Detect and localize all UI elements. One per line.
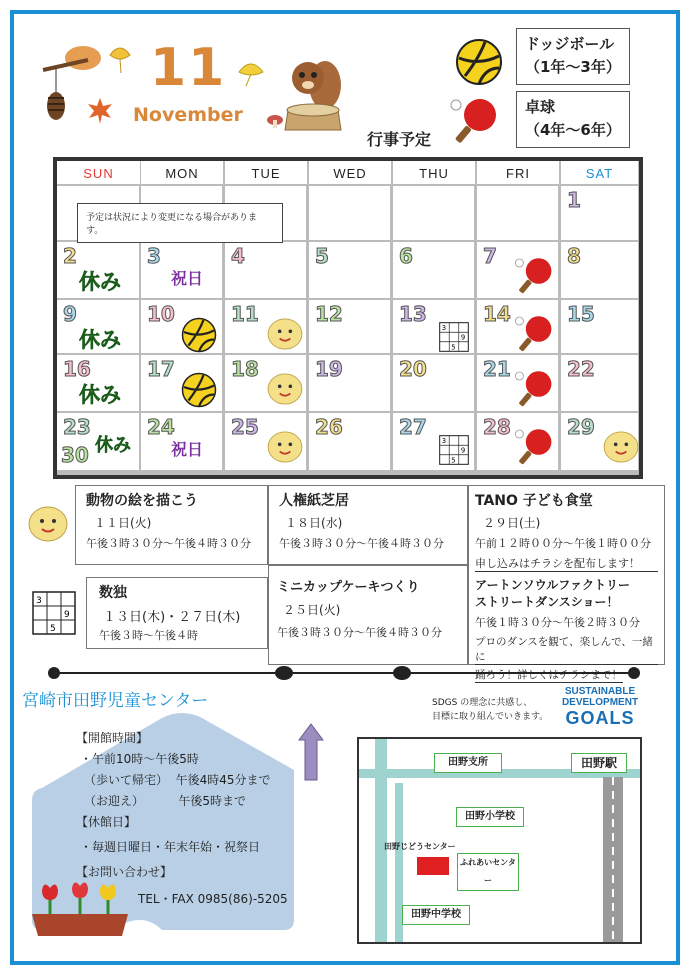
month-number: 11 (150, 38, 227, 98)
day-number: 15 (567, 302, 595, 326)
map-label-tano-junior-high: 田野中学校 (402, 905, 470, 925)
day-number: 6 (399, 244, 413, 268)
month-name: November (133, 104, 243, 126)
volleyball-icon (455, 38, 503, 86)
sdgs-logo-line-3: GOALS (565, 708, 635, 728)
calendar-day-cell (309, 186, 390, 240)
event-note: プロのダンスを観て、楽しんで、一緒に (475, 634, 658, 665)
calendar-day-cell (561, 300, 638, 353)
calendar-header-cell (477, 161, 559, 184)
ping-pong-paddle-icon (513, 425, 557, 467)
calendar-day-cell (477, 242, 558, 298)
closed-title: 【休館日】 (76, 815, 137, 829)
svg-text:9: 9 (64, 610, 70, 620)
hours-title: 【開館時間】 (76, 731, 149, 745)
event-title: 数独 (99, 585, 127, 601)
event-time: 午後３時～午後４時 (99, 629, 198, 642)
holiday-label: 祝日 (171, 269, 204, 288)
svg-text:3: 3 (441, 437, 447, 446)
calendar-day-cell (393, 413, 474, 470)
calendar-day-cell (561, 242, 638, 298)
calendar-day-cell (57, 355, 139, 411)
hours-line-2: （歩いて帰宅） 午後4時45分まで (84, 773, 271, 787)
calendar-day-cell (561, 355, 638, 411)
calendar-day-cell (57, 413, 139, 470)
day-number: 28 (483, 415, 511, 439)
calendar-day-cell (309, 242, 390, 298)
calendar-day-cell (309, 355, 390, 411)
table-tennis-label: 卓球 (525, 98, 556, 116)
calendar-day-cell (309, 413, 390, 470)
day-number: 7 (483, 244, 497, 268)
sudoku-grid-icon (32, 591, 76, 635)
map-label-tano-branch: 田野支所 (434, 753, 502, 773)
ping-pong-paddle-icon (513, 312, 557, 354)
divider-line (44, 663, 644, 683)
event-title: 動物の絵を描こう (86, 493, 198, 509)
day-number: 4 (231, 244, 245, 268)
event-title: アートンソウルファクトリー (475, 578, 631, 592)
day-number: 23 (63, 415, 91, 439)
day-number: 8 (567, 244, 581, 268)
map-label-tano-station: 田野駅 (571, 753, 627, 773)
calendar-day-cell (477, 355, 558, 411)
event-animal-drawing (75, 485, 268, 565)
map-label-tano-elementary: 田野小学校 (456, 807, 524, 827)
event-shokudo (468, 485, 665, 681)
calendar-day-cell (141, 355, 222, 411)
day-number: 26 (315, 415, 343, 439)
event-time: 午後１時３０分～午後２時３０分 (475, 616, 640, 629)
calendar-note: 予定は状況により変更になる場合があります。 (77, 203, 283, 243)
calendar-day-cell (225, 300, 306, 353)
sdgs-logo-line-2: DEVELOPMENT (561, 697, 639, 708)
ginkgo-leaf-icon (107, 45, 133, 75)
calendar-day-cell (225, 242, 306, 298)
calendar-day-cell (309, 300, 390, 353)
smiling-cookie-icon (267, 431, 303, 463)
day-number: 9 (63, 302, 77, 326)
calendar-day-cell (141, 413, 222, 470)
event-date: １８日(水) (285, 516, 343, 530)
hours-line-1: ・午前10時～午後5時 (80, 752, 199, 766)
event-time: 午後３時３０分～午後４時３０分 (277, 626, 442, 639)
event-note-line2: 踊ろう！詳しくはチラシまで！ (475, 669, 622, 681)
volleyball-icon (181, 372, 217, 408)
weekday-label: TUE (251, 166, 281, 181)
smiling-cookie-icon (267, 318, 303, 350)
event-sudoku (86, 577, 268, 649)
day-number: 14 (483, 302, 511, 326)
calendar-header-cell (309, 161, 391, 184)
weekday-label: THU (419, 166, 449, 181)
weekday-label: MON (165, 166, 199, 181)
day-number: 21 (483, 357, 511, 381)
weekday-label: SAT (585, 166, 614, 181)
day-number: 19 (315, 357, 343, 381)
event-date: １１日(火) (94, 516, 152, 530)
calendar-day-cell (393, 186, 474, 240)
day-number: 13 (399, 302, 427, 326)
events-title: 行事予定 (367, 130, 432, 149)
event-time: 午後３時３０分～午後４時３０分 (279, 537, 444, 550)
day-number: 3 (147, 244, 161, 268)
ping-pong-paddle-icon (513, 367, 557, 409)
holiday-label: 祝日 (171, 440, 204, 459)
day-number: 16 (63, 357, 91, 381)
calendar-day-cell (141, 242, 222, 298)
svg-text:5: 5 (451, 343, 456, 352)
dodgeball-label: ドッジボール (525, 35, 615, 53)
day-number: 27 (399, 415, 427, 439)
calendar-day-cell (561, 413, 638, 470)
weekday-label: WED (333, 166, 367, 181)
smiling-cookie-icon (28, 506, 68, 542)
calendar-day-cell (393, 355, 474, 411)
event-date: ２５日(火) (283, 603, 341, 617)
day-number: 12 (315, 302, 343, 326)
volleyball-icon (181, 317, 217, 353)
svg-text:5: 5 (451, 456, 456, 465)
svg-text:5: 5 (50, 624, 56, 634)
day-number: 24 (147, 415, 175, 439)
sudoku-grid-icon (439, 435, 469, 465)
tulip-planter-icon (30, 880, 130, 938)
table-tennis-box (516, 91, 630, 148)
svg-text:9: 9 (460, 333, 466, 342)
svg-text:3: 3 (36, 596, 42, 606)
rest-label: 休み (79, 328, 121, 352)
day-number: 10 (147, 302, 175, 326)
map-label-fureai-center: ふれあいセンター (457, 853, 519, 891)
event-note: 申し込みはチラシを配布します！ (475, 555, 658, 572)
day-number: 17 (147, 357, 175, 381)
hours-line-3: （お迎え） 午後5時まで (84, 794, 246, 808)
dodgeball-grades: （1年～3年） (525, 58, 621, 76)
event-title: ミニカップケーキつくり (277, 580, 420, 595)
day-number: 1 (567, 188, 581, 212)
rest-label: 休み (79, 270, 121, 294)
weekday-label: SUN (83, 166, 114, 181)
calendar-header-cell (141, 161, 223, 184)
event-title: 人権紙芝居 (279, 493, 349, 509)
calendar-day-cell (141, 300, 222, 353)
day-number: 11 (231, 302, 259, 326)
day-number: 20 (399, 357, 427, 381)
calendar-header-cell (561, 161, 638, 184)
day-number: 22 (567, 357, 595, 381)
tel-fax: TEL・FAX 0985(86)-5205 (138, 892, 288, 906)
calendar-day-cell (477, 413, 558, 470)
calendar-day-cell (477, 186, 558, 240)
squirrel-on-stump-icon (263, 50, 363, 135)
sdgs-logo (558, 686, 642, 729)
map-label-kids-center: 田野じどうセンター (384, 842, 456, 851)
closed-days: ・毎週日曜日・年末年始・祝祭日 (80, 840, 261, 854)
event-cupcake (268, 565, 468, 665)
sdgs-text (432, 696, 548, 724)
event-date: １３日(木)・２７日(木) (103, 610, 241, 625)
rest-label: 休み (79, 383, 121, 407)
event-kamishibai (268, 485, 468, 565)
calendar-day-cell (393, 242, 474, 298)
calendar-day-cell (393, 300, 474, 353)
svg-text:3: 3 (441, 324, 447, 333)
calendar-day-cell (57, 242, 139, 298)
svg-text:9: 9 (460, 446, 466, 455)
table-tennis-grades: （4年～6年） (525, 121, 621, 139)
sudoku-grid-icon (439, 322, 469, 352)
day-number: 29 (567, 415, 595, 439)
calendar-grid (57, 161, 639, 475)
calendar (53, 157, 643, 479)
ping-pong-paddle-icon (513, 254, 557, 296)
contact-title: 【お問い合わせ】 (76, 865, 173, 879)
ping-pong-paddle-icon (448, 95, 503, 145)
calendar-header-cell (57, 161, 140, 184)
dodgeball-box (516, 28, 630, 85)
smiling-cookie-icon (603, 431, 639, 463)
day-number: 5 (315, 244, 329, 268)
rest-label: 休み (95, 435, 131, 456)
smiling-cookie-icon (267, 373, 303, 405)
event-date: ２９日(土) (483, 516, 541, 530)
calendar-day-cell (225, 413, 306, 470)
day-number: 2 (63, 244, 77, 268)
event-title: TANO 子ども食堂 (475, 493, 593, 509)
event-time: 午前１２時００分～午後１時００分 (475, 537, 651, 550)
center-name: 宮崎市田野児童センター (22, 691, 209, 711)
day-number: 25 (231, 415, 259, 439)
ginkgo-leaf-icon (236, 60, 266, 88)
calendar-day-cell (57, 300, 139, 353)
calendar-day-cell (477, 300, 558, 353)
day-number: 30 (61, 443, 89, 467)
day-number: 18 (231, 357, 259, 381)
sdgs-text-line-2: 目標に取り組んでいきます。 (432, 712, 549, 722)
calendar-day-cell (225, 355, 306, 411)
sdgs-text-line-1: SDGS の理念に共感し、 (432, 698, 533, 708)
maple-leaf-icon (85, 96, 115, 126)
area-map (357, 737, 642, 944)
event-title-line2: ストリートダンスショー！ (475, 595, 619, 609)
calendar-header-cell (225, 161, 307, 184)
sdgs-logo-line-1: SUSTAINABLE (564, 686, 636, 697)
calendar-header-cell (393, 161, 475, 184)
calendar-day-cell (561, 186, 638, 240)
event-time: 午後３時３０分～午後４時３０分 (86, 537, 251, 550)
weekday-label: FRI (506, 166, 530, 181)
